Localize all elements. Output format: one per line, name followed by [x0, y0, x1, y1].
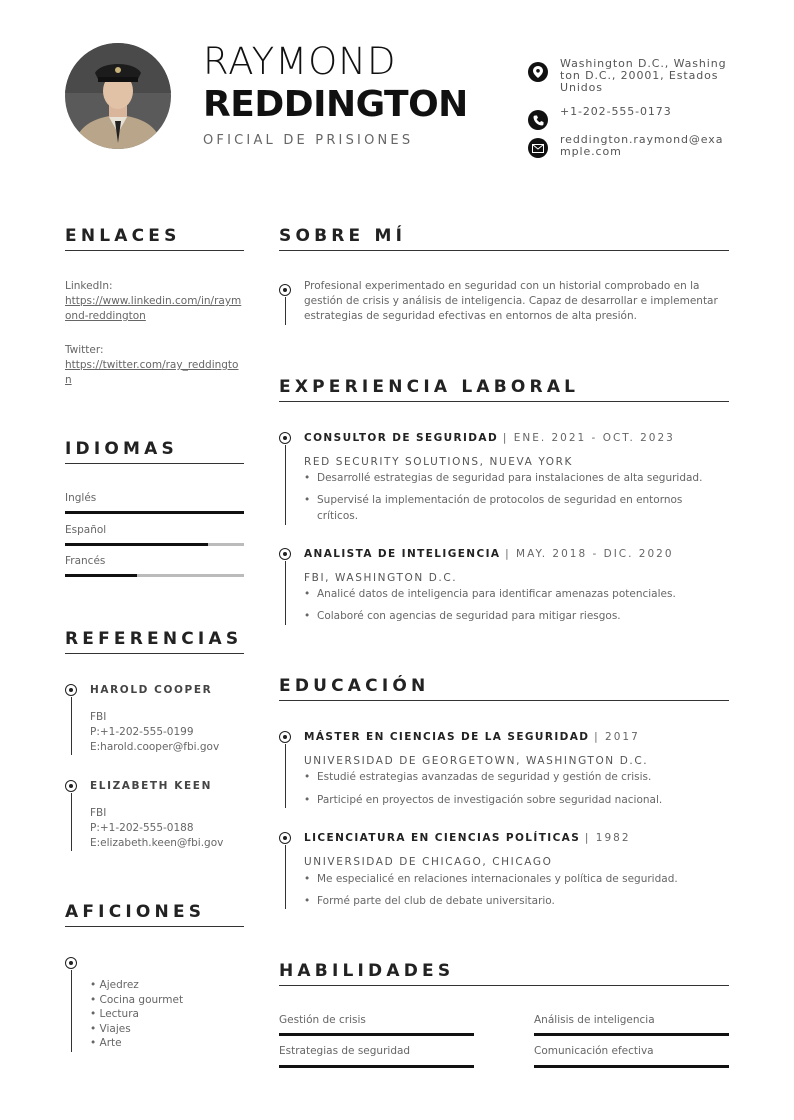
job-role: CONSULTOR DE SEGURIDAD [304, 432, 499, 444]
timeline-dot-icon [65, 684, 77, 696]
timeline-line [285, 445, 286, 525]
reference-email: E:elizabeth.keen@fbi.gov [90, 837, 224, 849]
email-icon [528, 138, 548, 158]
twitter-label: Twitter: [65, 344, 104, 356]
references-divider [65, 653, 244, 654]
about-divider [279, 250, 729, 251]
timeline-line [71, 970, 72, 1052]
linkedin-link[interactable]: https://www.linkedin.com/in/raymond-reddington [65, 295, 242, 322]
experience-heading: EXPERIENCIA LABORAL [279, 377, 580, 397]
hobbies-divider [65, 926, 244, 927]
education-entry-title [304, 731, 640, 743]
contact-phone [528, 106, 728, 130]
timeline-dot-icon [279, 832, 291, 844]
hobbies-heading: AFICIONES [65, 902, 206, 922]
first-name: RAYMOND [203, 40, 397, 83]
language-level-fill [65, 574, 137, 577]
reference-name: ELIZABETH KEEN [90, 780, 212, 792]
skill-label: Comunicación efectiva [534, 1045, 654, 1057]
location-pin-icon [528, 62, 548, 82]
references-heading: REFERENCIAS [65, 629, 243, 649]
skill-label: Análisis de inteligencia [534, 1014, 655, 1026]
reference-org: FBI [90, 807, 107, 819]
timeline-dot-icon [279, 731, 291, 743]
school-name: UNIVERSIDAD DE GEORGETOWN, WASHINGTON D.C. [304, 755, 649, 767]
links-heading: ENLACES [65, 226, 181, 246]
education-bullet: • Estudié estrategias avanzadas de seguridad y gestión de crisis. [304, 769, 724, 785]
reference-phone: P:+1-202-555-0199 [90, 726, 194, 738]
job-title: OFICIAL DE PRISIONES [203, 133, 414, 148]
company-name: RED SECURITY SOLUTIONS, NUEVA YORK [304, 456, 574, 468]
address-text: Washington D.C., Washington D.C., 20001, Estados Unidos [560, 57, 727, 94]
language-label: Español [65, 524, 107, 536]
school-name: UNIVERSIDAD DE CHICAGO, CHICAGO [304, 856, 553, 868]
skill-bar [279, 1065, 474, 1068]
skill-label: Gestión de crisis [279, 1014, 366, 1026]
reference-name: HAROLD COOPER [90, 684, 213, 696]
job-dates: | ENE. 2021 - OCT. 2023 [502, 432, 675, 444]
profile-photo [65, 43, 171, 149]
language-level-bar [65, 511, 244, 514]
timeline-dot-icon [279, 432, 291, 444]
contact-address [528, 58, 728, 94]
experience-bullet: • Supervisé la implementación de protocolos de seguridad en entornos críticos. [304, 492, 714, 524]
language-label: Francés [65, 555, 106, 567]
skills-heading: HABILIDADES [279, 961, 455, 981]
email-text: reddington.raymond@example.com [560, 133, 724, 158]
contact-email [528, 134, 728, 158]
reference-email: E:harold.cooper@fbi.gov [90, 741, 220, 753]
experience-divider [279, 401, 729, 402]
education-heading: EDUCACIÓN [279, 676, 430, 696]
timeline-line [285, 744, 286, 808]
timeline-line [71, 697, 72, 755]
phone-icon [528, 110, 548, 130]
reference-phone: P:+1-202-555-0188 [90, 822, 194, 834]
skill-label: Estrategias de seguridad [279, 1045, 411, 1057]
skill-bar [534, 1065, 729, 1068]
timeline-dot-icon [65, 780, 77, 792]
degree-name: LICENCIATURA EN CIENCIAS POLÍTICAS [304, 832, 581, 844]
experience-entry-title [304, 548, 674, 560]
skills-divider [279, 985, 729, 986]
skill-bar [279, 1033, 474, 1036]
language-level-bar [65, 543, 244, 546]
twitter-link[interactable]: https://twitter.com/ray_reddington [65, 359, 239, 386]
experience-bullet: • Analicé datos de inteligencia para identificar amenazas potenciales. [304, 586, 724, 602]
timeline-line [285, 297, 286, 325]
education-bullet: • Formé parte del club de debate universitario. [304, 893, 724, 909]
linkedin-label: LinkedIn: [65, 280, 113, 292]
job-role: ANALISTA DE INTELIGENCIA [304, 548, 501, 560]
education-entry-title [304, 832, 631, 844]
language-label: Inglés [65, 492, 97, 504]
timeline-line [285, 561, 286, 625]
hobby-item: • Ajedrez [90, 979, 139, 991]
person-photo-icon [65, 43, 171, 149]
languages-divider [65, 463, 244, 464]
hobby-item: • Cocina gourmet [90, 994, 184, 1006]
education-divider [279, 700, 729, 701]
degree-year: | 2017 [594, 731, 640, 743]
skill-bar [534, 1033, 729, 1036]
degree-year: | 1982 [584, 832, 631, 844]
languages-heading: IDIOMAS [65, 439, 178, 459]
timeline-line [71, 793, 72, 851]
timeline-line [285, 845, 286, 909]
last-name: REDDINGTON [203, 84, 468, 125]
degree-name: MÁSTER EN CIENCIAS DE LA SEGURIDAD [304, 731, 590, 743]
education-bullet: • Me especialicé en relaciones internacionales y política de seguridad. [304, 871, 724, 887]
language-level-fill [65, 511, 244, 514]
company-name: FBI, WASHINGTON D.C. [304, 572, 458, 584]
experience-bullet: • Colaboré con agencias de seguridad para mitigar riesgos. [304, 608, 724, 624]
education-bullet: • Participé en proyectos de investigación sobre seguridad nacional. [304, 792, 724, 808]
about-text: Profesional experimentado en seguridad con un historial comprobado en la gestión de crisis y análisis de inteligencia. Capaz de desarrollar e implementar estrategias de seguridad efectivas en entornos de alta presión. [304, 280, 718, 322]
phone-text: +1-202-555-0173 [560, 105, 672, 118]
reference-org: FBI [90, 711, 107, 723]
job-dates: | MAY. 2018 - DIC. 2020 [505, 548, 674, 560]
experience-bullet: • Desarrollé estrategias de seguridad para instalaciones de alta seguridad. [304, 470, 724, 486]
language-level-fill [65, 543, 208, 546]
language-level-bar [65, 574, 244, 577]
experience-entry-title [304, 432, 675, 444]
hobby-item: • Lectura [90, 1008, 139, 1020]
timeline-dot-icon [279, 284, 291, 296]
timeline-dot-icon [279, 548, 291, 560]
timeline-dot-icon [65, 957, 77, 969]
about-heading: SOBRE MÍ [279, 226, 407, 246]
hobby-item: • Viajes [90, 1023, 131, 1035]
hobby-item: • Arte [90, 1037, 122, 1049]
links-divider [65, 250, 244, 251]
